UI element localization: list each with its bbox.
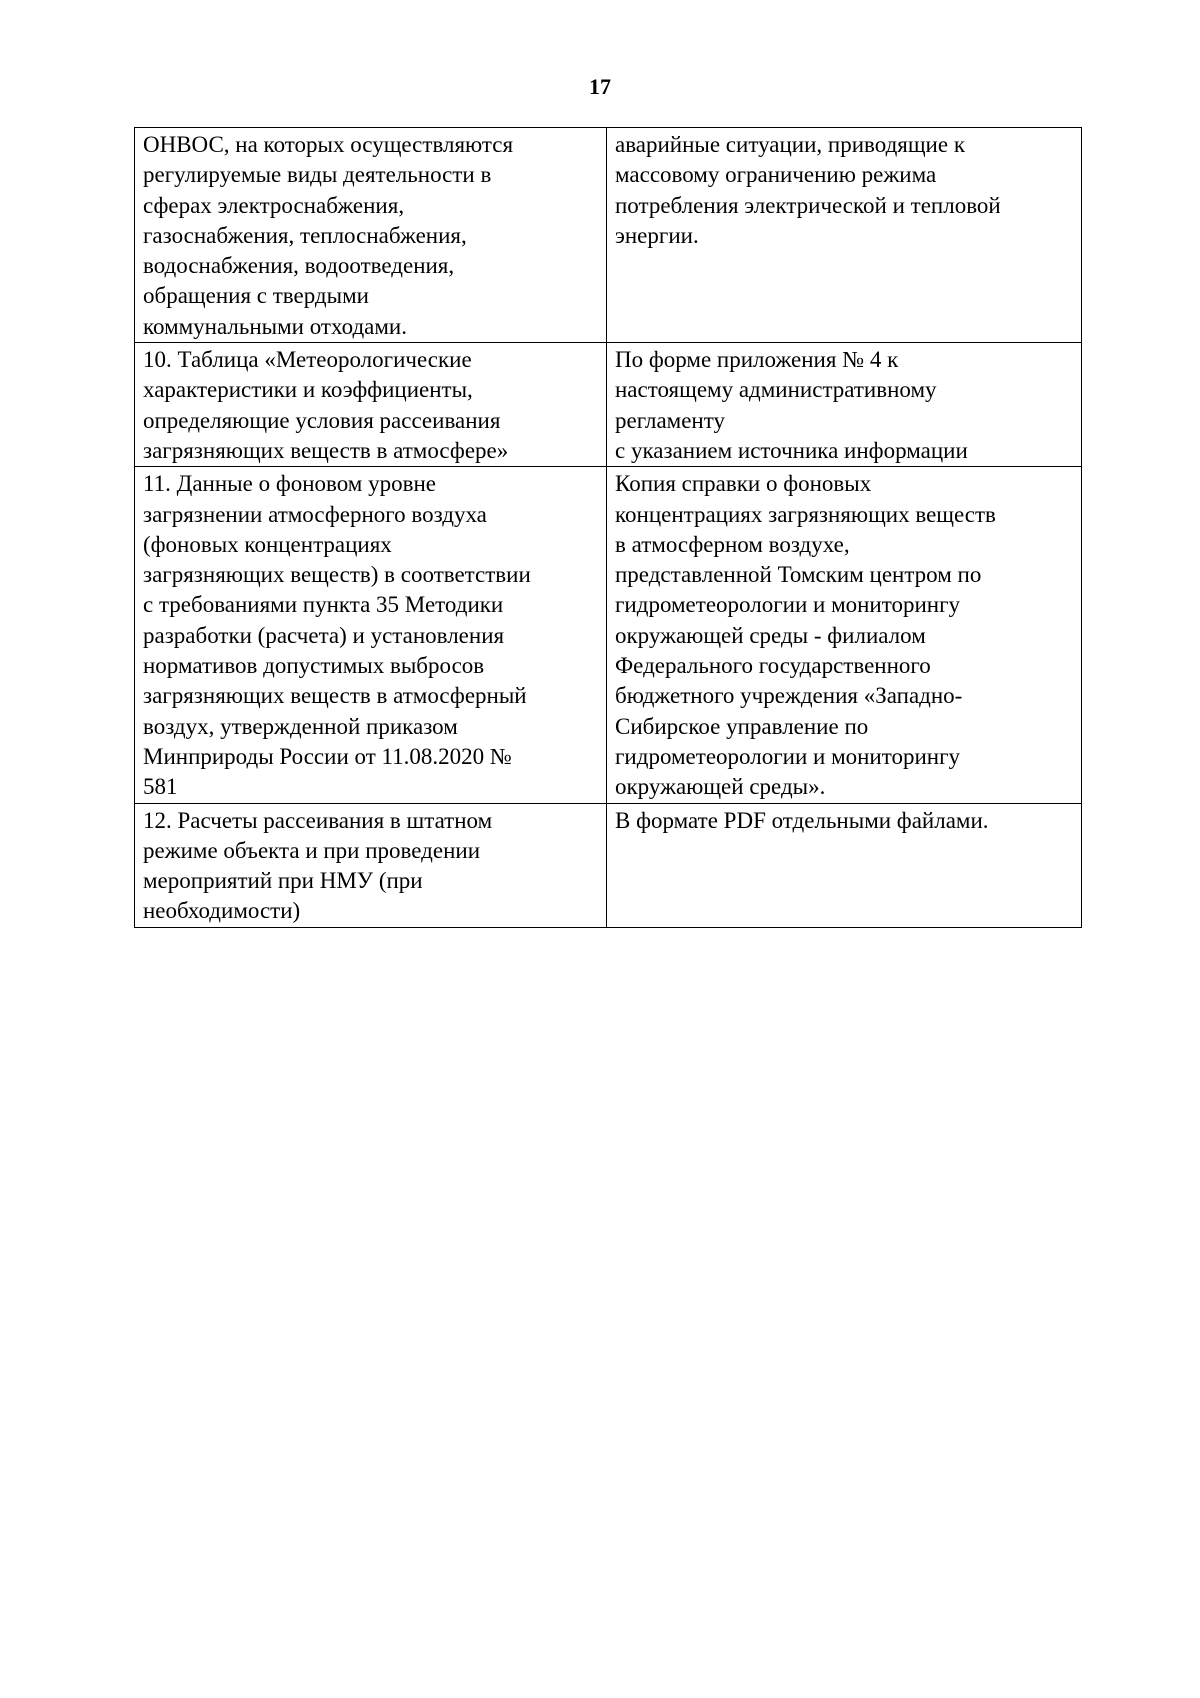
requirements-table: [134, 127, 1082, 928]
table-row: [135, 803, 1082, 927]
document-requirement-cell: В формате PDF отдельными файлами.: [607, 803, 1082, 927]
document-name-cell: 10. Таблица «Метеорологические характеристики и коэффициенты, определяющие условия рассеивания загрязняющих веществ в атмосфере»: [135, 343, 607, 467]
document-requirement-cell: Копия справки о фоновых концентрациях загрязняющих веществ в атмосферном воздухе, представленной Томским центром по гидрометеорологии и мониторингу окружающей среды - филиалом Федерального государственного бюджетного учреждения «Западно- Сибирское управление по гидрометеорологии и мониторингу окружающей среды».: [607, 467, 1082, 803]
document-name-cell: ОНВОС, на которых осуществляются регулируемые виды деятельности в сферах электроснабжения, газоснабжения, теплоснабжения, водоснабжения, водоотведения, обращения с твердыми коммунальными отходами.: [135, 128, 607, 343]
document-name-cell: 12. Расчеты рассеивания в штатном режиме объекта и при проведении мероприятий при НМУ (при необходимости): [135, 803, 607, 927]
document-requirement-cell: По форме приложения № 4 к настоящему административному регламенту с указанием источника информации: [607, 343, 1082, 467]
table-row: [135, 128, 1082, 343]
document-name-cell: 11. Данные о фоновом уровне загрязнении атмосферного воздуха (фоновых концентрациях загрязняющих веществ) в соответствии с требованиями пункта 35 Методики разработки (расчета) и установления нормативов допустимых выбросов загрязняющих веществ в атмосферный воздух, утвержденной приказом Минприроды России от 11.08.2020 № 581: [135, 467, 607, 803]
table-row: [135, 343, 1082, 467]
page-number: 17: [589, 74, 611, 99]
table-row: [135, 467, 1082, 803]
document-requirement-cell: аварийные ситуации, приводящие к массовому ограничению режима потребления электрической и тепловой энергии.: [607, 128, 1082, 343]
